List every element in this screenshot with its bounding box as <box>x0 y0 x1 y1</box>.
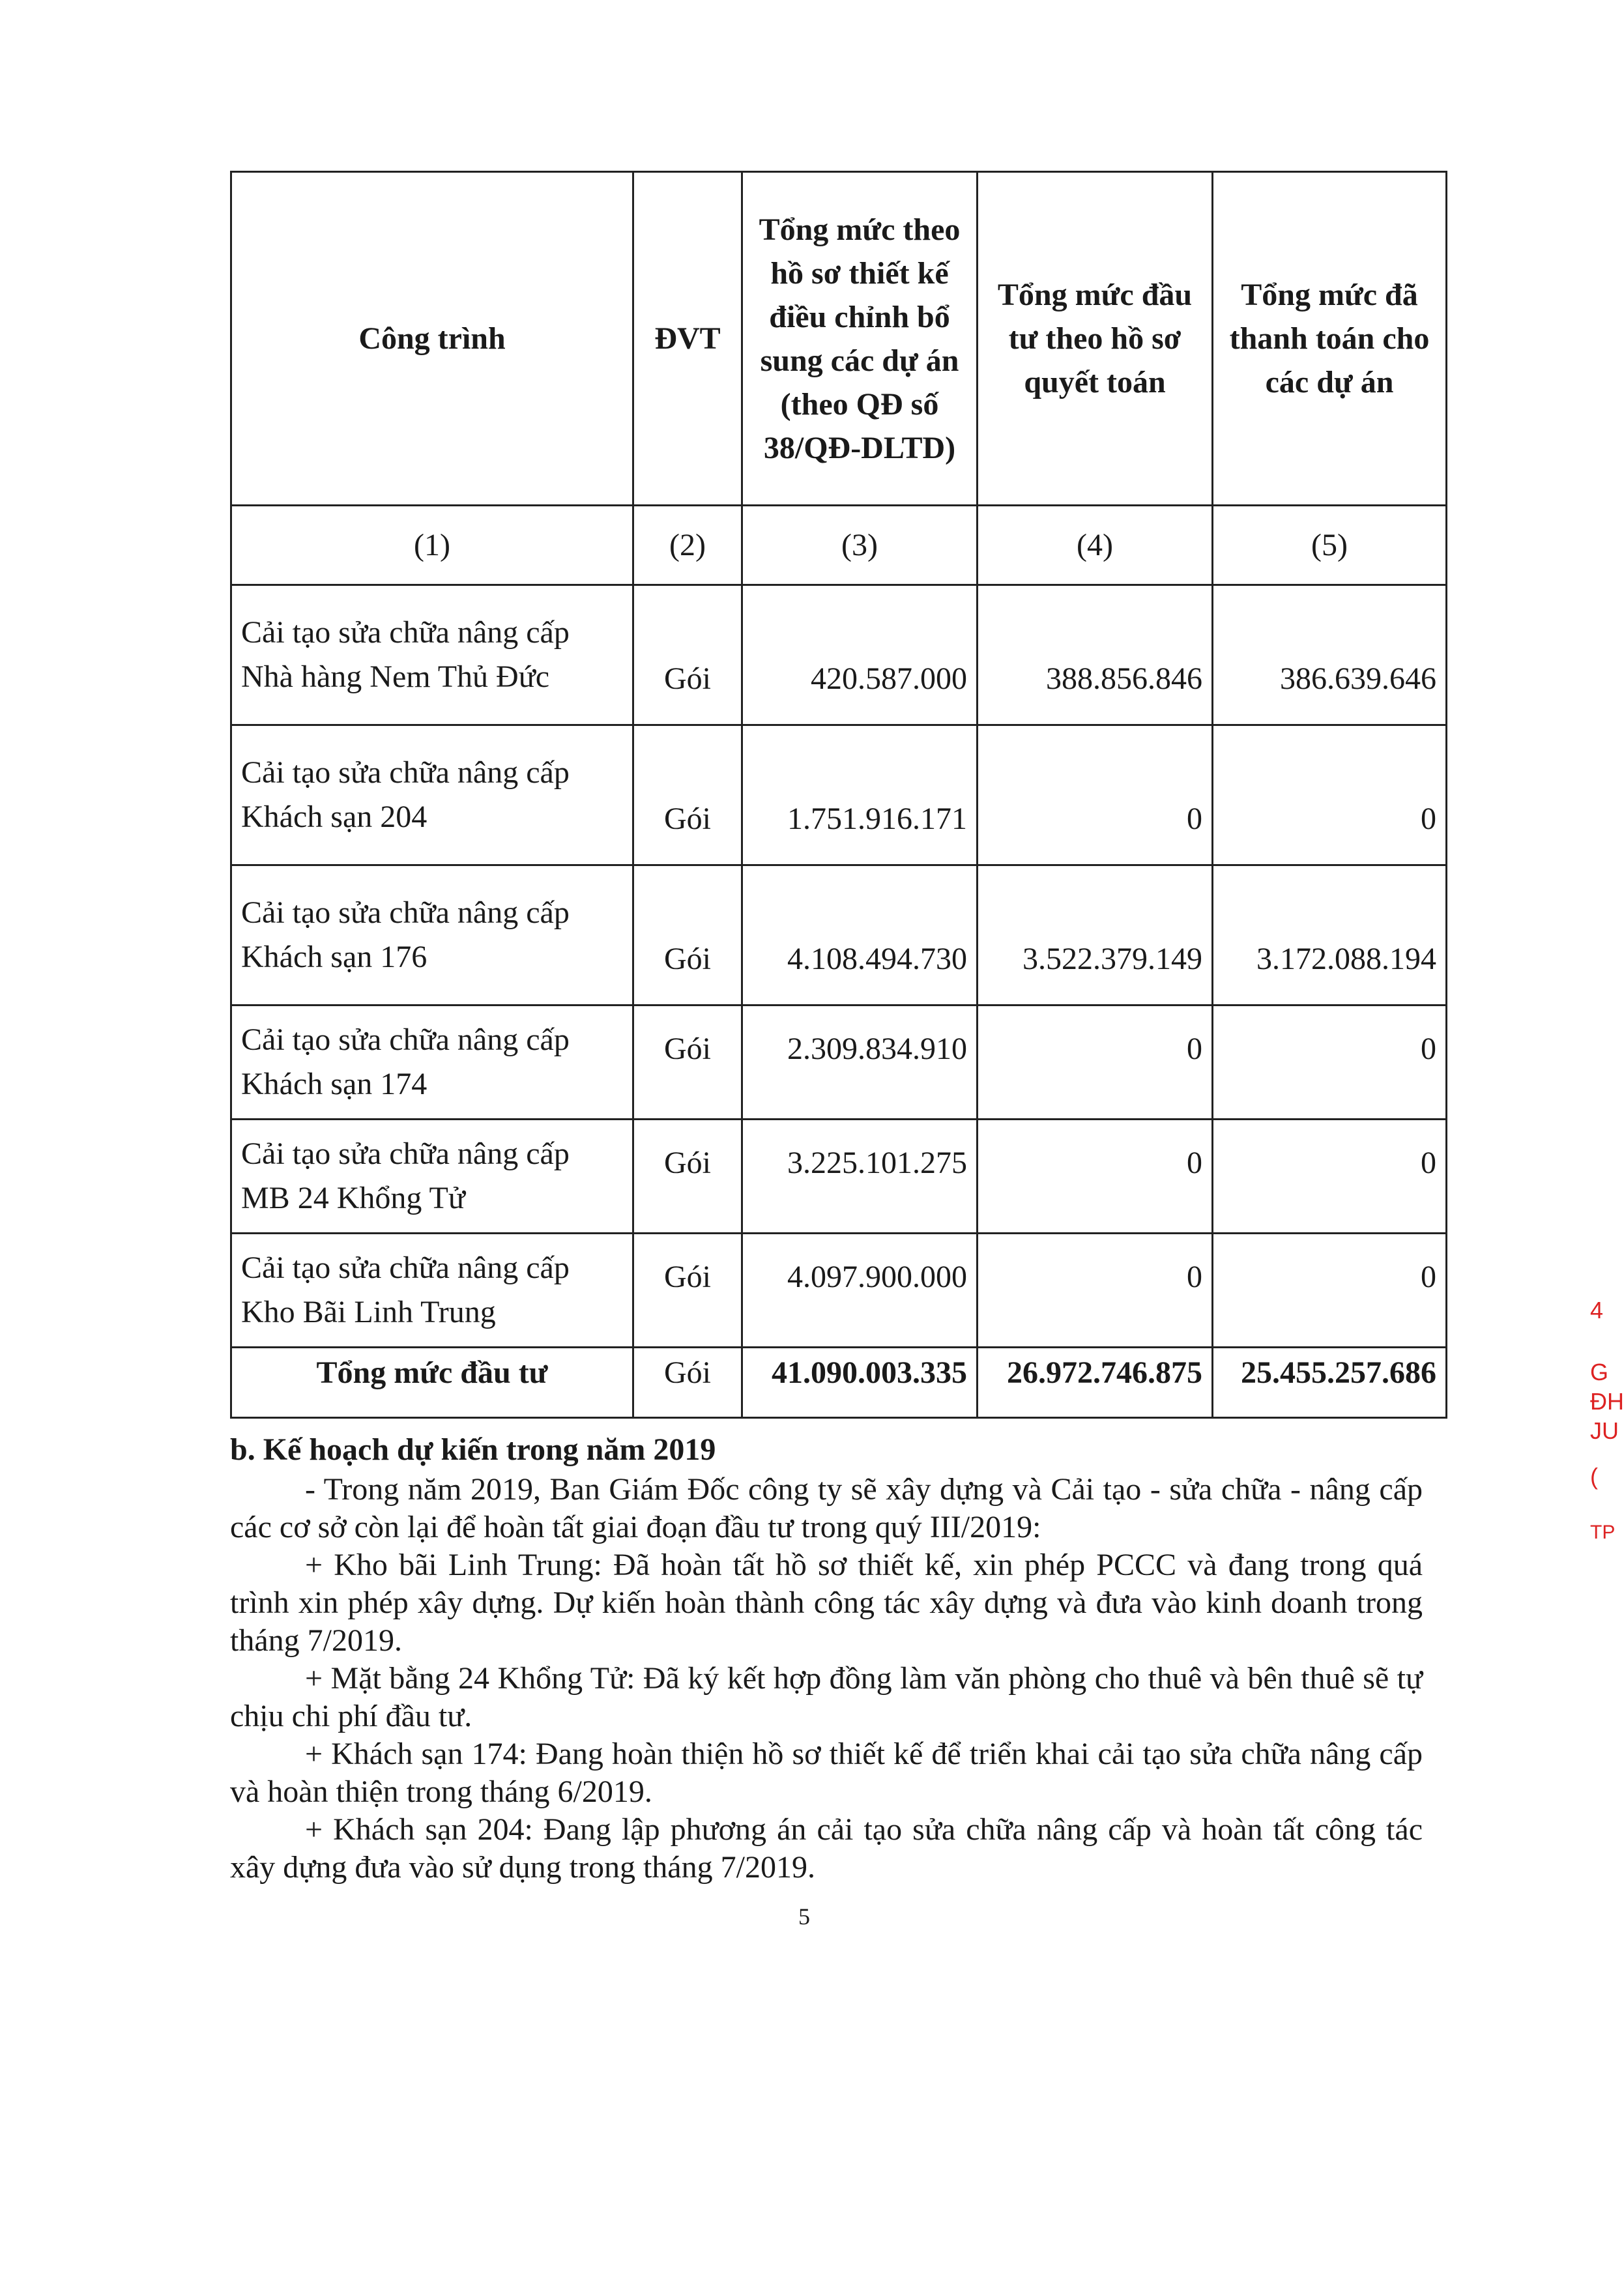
column-number: (3) <box>742 506 978 585</box>
column-number-row <box>231 506 1447 585</box>
column-number: (4) <box>978 506 1213 585</box>
unit-cell: Gói <box>633 1234 742 1348</box>
header-design-total: Tổng mức theo hồ sơ thiết kế điều chỉnh bổ sung các dự án (theo QĐ số 38/QĐ-DLTD) <box>742 172 978 506</box>
plan-paragraph: + Kho bãi Linh Trung: Đã hoàn tất hồ sơ thiết kế, xin phép PCCC và đang trong quá trình xin phép xây dựng. Dự kiến hoàn thành công tác xây dựng và đưa vào kinh doanh trong tháng 7/2019. <box>230 1548 1423 1658</box>
column-number: (2) <box>633 506 742 585</box>
stamp-fragment: 4 <box>1590 1297 1604 1324</box>
design-total-cell: 420.587.000 <box>742 585 978 725</box>
settlement-total-cell: 0 <box>978 1006 1213 1120</box>
header-dvt: ĐVT <box>633 172 742 506</box>
unit-cell: Gói <box>633 725 742 865</box>
paid-total-cell: 0 <box>1213 725 1447 865</box>
page-number: 5 <box>798 1903 810 1930</box>
paid-total-cell: 0 <box>1213 1006 1447 1120</box>
design-total-cell: 2.309.834.910 <box>742 1006 978 1120</box>
plan-section <box>230 1430 1423 1887</box>
settlement-total-cell: 0 <box>978 725 1213 865</box>
table-total-row <box>231 1348 1447 1418</box>
plan-paragraph: + Khách sạn 204: Đang lập phương án cải tạo sửa chữa nâng cấp và hoàn tất công tác xây dựng đưa vào sử dụng trong tháng 7/2019. <box>230 1812 1423 1885</box>
stamp-fragment: G <box>1590 1359 1609 1385</box>
plan-heading: b. Kế hoạch dự kiến trong năm 2019 <box>230 1432 716 1467</box>
total-unit: Gói <box>633 1348 742 1418</box>
table-row <box>231 1006 1447 1120</box>
header-settlement-total: Tổng mức đầu tư theo hồ sơ quyết toán <box>978 172 1213 506</box>
paid-total-cell: 386.639.646 <box>1213 585 1447 725</box>
total-settlement: 26.972.746.875 <box>978 1348 1213 1418</box>
plan-paragraph: + Mặt bằng 24 Khổng Tử: Đã ký kết hợp đồng làm văn phòng cho thuê và bên thuê sẽ tự chịu chi phí đầu tư. <box>230 1661 1423 1733</box>
column-number: (5) <box>1213 506 1447 585</box>
unit-cell: Gói <box>633 865 742 1006</box>
table-row <box>231 725 1447 865</box>
project-name: Cải tạo sửa chữa nâng cấp Khách sạn 204 <box>231 725 633 865</box>
table-row <box>231 865 1447 1006</box>
table-row <box>231 1120 1447 1234</box>
plan-paragraph: - Trong năm 2019, Ban Giám Đốc công ty sẽ xây dựng và Cải tạo - sửa chữa - nâng cấp các cơ sở còn lại để hoàn tất giai đoạn đầu tư trong quý III/2019: <box>230 1472 1423 1544</box>
total-paid: 25.455.257.686 <box>1213 1348 1447 1418</box>
design-total-cell: 1.751.916.171 <box>742 725 978 865</box>
unit-cell: Gói <box>633 1006 742 1120</box>
table-header-row <box>231 172 1447 506</box>
design-total-cell: 4.097.900.000 <box>742 1234 978 1348</box>
project-name: Cải tạo sửa chữa nâng cấp MB 24 Khổng Tử <box>231 1120 633 1234</box>
settlement-total-cell: 3.522.379.149 <box>978 865 1213 1006</box>
project-name: Cải tạo sửa chữa nâng cấp Khách sạn 176 <box>231 865 633 1006</box>
paid-total-cell: 3.172.088.194 <box>1213 865 1447 1006</box>
unit-cell: Gói <box>633 585 742 725</box>
project-name: Cải tạo sửa chữa nâng cấp Nhà hàng Nem Thủ Đức <box>231 585 633 725</box>
stamp-fragment: TP <box>1590 1522 1616 1543</box>
project-name: Cải tạo sửa chữa nâng cấp Kho Bãi Linh Trung <box>231 1234 633 1348</box>
design-total-cell: 4.108.494.730 <box>742 865 978 1006</box>
investment-table <box>230 171 1447 1419</box>
unit-cell: Gói <box>633 1120 742 1234</box>
header-paid-total: Tổng mức đã thanh toán cho các dự án <box>1213 172 1447 506</box>
total-label: Tổng mức đầu tư <box>231 1348 633 1418</box>
settlement-total-cell: 0 <box>978 1234 1213 1348</box>
project-name: Cải tạo sửa chữa nâng cấp Khách sạn 174 <box>231 1006 633 1120</box>
paid-total-cell: 0 <box>1213 1120 1447 1234</box>
total-design: 41.090.003.335 <box>742 1348 978 1418</box>
table-row <box>231 1234 1447 1348</box>
settlement-total-cell: 0 <box>978 1120 1213 1234</box>
table-row <box>231 585 1447 725</box>
stamp-fragment: ĐH <box>1590 1388 1624 1415</box>
paid-total-cell: 0 <box>1213 1234 1447 1348</box>
stamp-fragment: JU <box>1590 1417 1619 1444</box>
settlement-total-cell: 388.856.846 <box>978 585 1213 725</box>
header-cong-trinh: Công trình <box>231 172 633 506</box>
stamp-fragment: ( <box>1590 1463 1598 1490</box>
column-number: (1) <box>231 506 633 585</box>
plan-paragraph: + Khách sạn 174: Đang hoàn thiện hồ sơ thiết kế để triển khai cải tạo sửa chữa nâng cấp và hoàn thiện trong tháng 6/2019. <box>230 1737 1423 1809</box>
design-total-cell: 3.225.101.275 <box>742 1120 978 1234</box>
